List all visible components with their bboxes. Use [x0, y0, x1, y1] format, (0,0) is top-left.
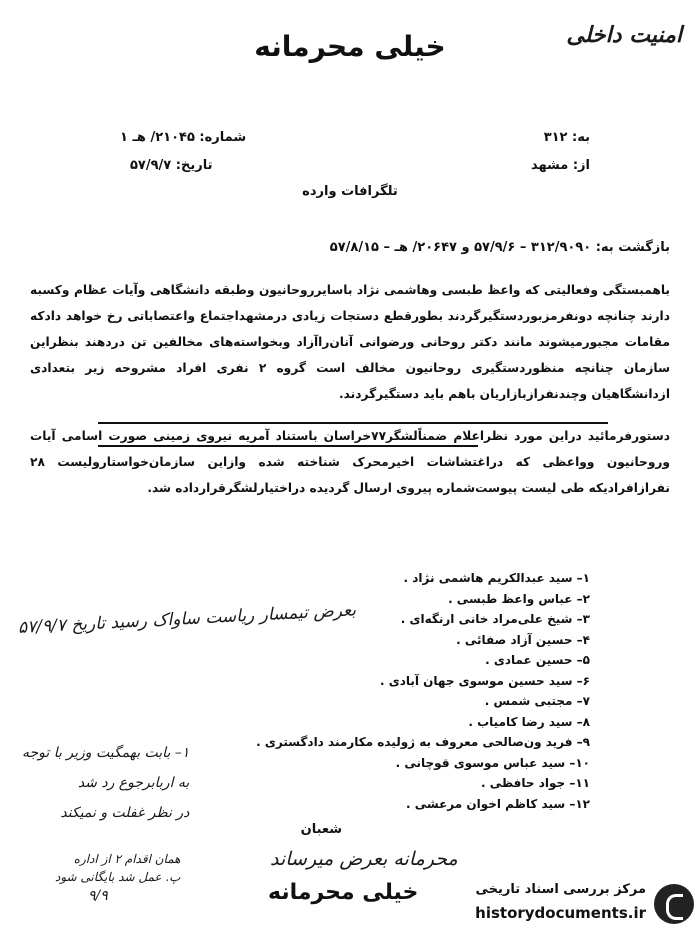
sender-location-line: از: مشهد: [530, 158, 590, 173]
handwritten-line: پ. عمل شد بایگانی شود: [55, 870, 181, 884]
watermark-persian-text: مرکز بررسی اسناد تاریخی: [475, 882, 646, 897]
classification-title-bottom: خیلی محرمانه: [268, 880, 419, 905]
handwritten-line: در نظر غفلت و نمیکند: [60, 805, 190, 821]
list-item: ۱– سید عبدالکریم هاشمی نژاد .: [403, 571, 590, 585]
list-item: ۵– حسین عمادی .: [485, 653, 590, 667]
subject-line: تلگرافات وارده: [302, 184, 398, 199]
handwritten-line: همان اقدام ۲ از اداره: [73, 852, 181, 866]
sender-signoff: شعبان: [300, 822, 342, 837]
watermark-website-text: historydocuments.ir: [475, 904, 646, 922]
reference-line: بازگشت به: ۳۱۲/۹۰۹۰ – ۵۷/۹/۶ و ۲۰۶۴۷/ هـ – ۵۷/۸/۱۵: [329, 240, 670, 255]
names-list: [130, 568, 590, 814]
recipient-line: به: ۳۱۲: [543, 130, 590, 145]
body-paragraph-2: دستورفرمائید دراین مورد نظراعلام ضمناًلشگر۷۷خراسان باستناد آمریه نیروی زمینی صورت اسامی آیات وروحانیون وواعظی که دراغتشاشات اخیرمحرک شناخته شده وازاین سازمان‌خواستارولیست ۲۸ نفرازافرادیکه طی لیست پیوست‌شماره پیروی ارسال گردیده دراختیارلشگرقرارداده شد.: [30, 429, 670, 495]
list-item: ۴– حسین آزاد صفائی .: [456, 632, 590, 647]
handwritten-margin-note: بعرض تیمسار ریاست ساواک رسید تاریخ ۵۷/۹/۷: [17, 600, 357, 638]
internal-security-stamp: امنیت داخلی: [566, 22, 682, 48]
list-item: ۷– مجتبی شمس .: [484, 694, 590, 708]
list-item: ۹– فرید ون‌صالحی معروف به ژولیده مکارمند دادگستری .: [256, 735, 590, 749]
document-number: شماره: ۲۱۰۴۵/ هـ ۱: [120, 130, 247, 145]
archive-watermark: [414, 880, 694, 934]
handwritten-line: ۱– بابت بهمگیت وزیر با توجه: [22, 745, 190, 761]
handwritten-instruction-note: [22, 738, 189, 828]
list-item: ۱۰– سید عباس موسوی قوچانی .: [395, 755, 590, 770]
list-item: ۱۱– جواد حافظی .: [480, 776, 590, 790]
handwritten-line: به اربابرجوع رد شد: [77, 775, 190, 791]
list-item: ۲– عباس واعظ طبسی .: [448, 591, 590, 606]
body-paragraph-1: باهمبستگی وفعالیتی که واعظ طبسی وهاشمی نژاد باسایرروحانیون وطبقه دانشگاهی وآیات عظام وکسبه دارند چنانچه دونفرمزبوردستگیرگردند بطورقطع دستجات زیادی درمشهداجتماع واعتصاباتی رخ خواهد دادکه مقامات مجبورمیشوند مانند دکتر روحانی ورضوانی آنان‌راآزاد وبخواسته‌های مخالفین تن دردهند بنظراین سازمان چنانچه منظوردستگیری روحانیون مخالف است گروه ۲ نفری افراد مشروحه زیر بتعدادی ازدانشگاهیان وچندنفرازبازاریان باهم باید دستگیرگردند.: [30, 283, 670, 401]
list-item: ۱۲– سید کاظم اخوان مرعشی .: [405, 796, 590, 811]
handwritten-date: ۹/۹: [88, 888, 108, 904]
list-item: ۶– سید حسین موسوی جهان آبادی .: [379, 673, 590, 688]
handwritten-action-note: [55, 850, 180, 886]
archive-logo-icon: [654, 884, 694, 924]
document-date: تاریخ: ۵۷/۹/۷: [130, 158, 213, 173]
list-item: ۳– شیخ علی‌مراد خانی ارنگه‌ای .: [400, 612, 590, 626]
handwritten-signature: محرمانه بعرض میرساند: [270, 848, 458, 870]
classification-title-top: خیلی محرمانه: [254, 30, 446, 63]
list-item: ۸– سید رضا کامیاب .: [468, 714, 590, 729]
